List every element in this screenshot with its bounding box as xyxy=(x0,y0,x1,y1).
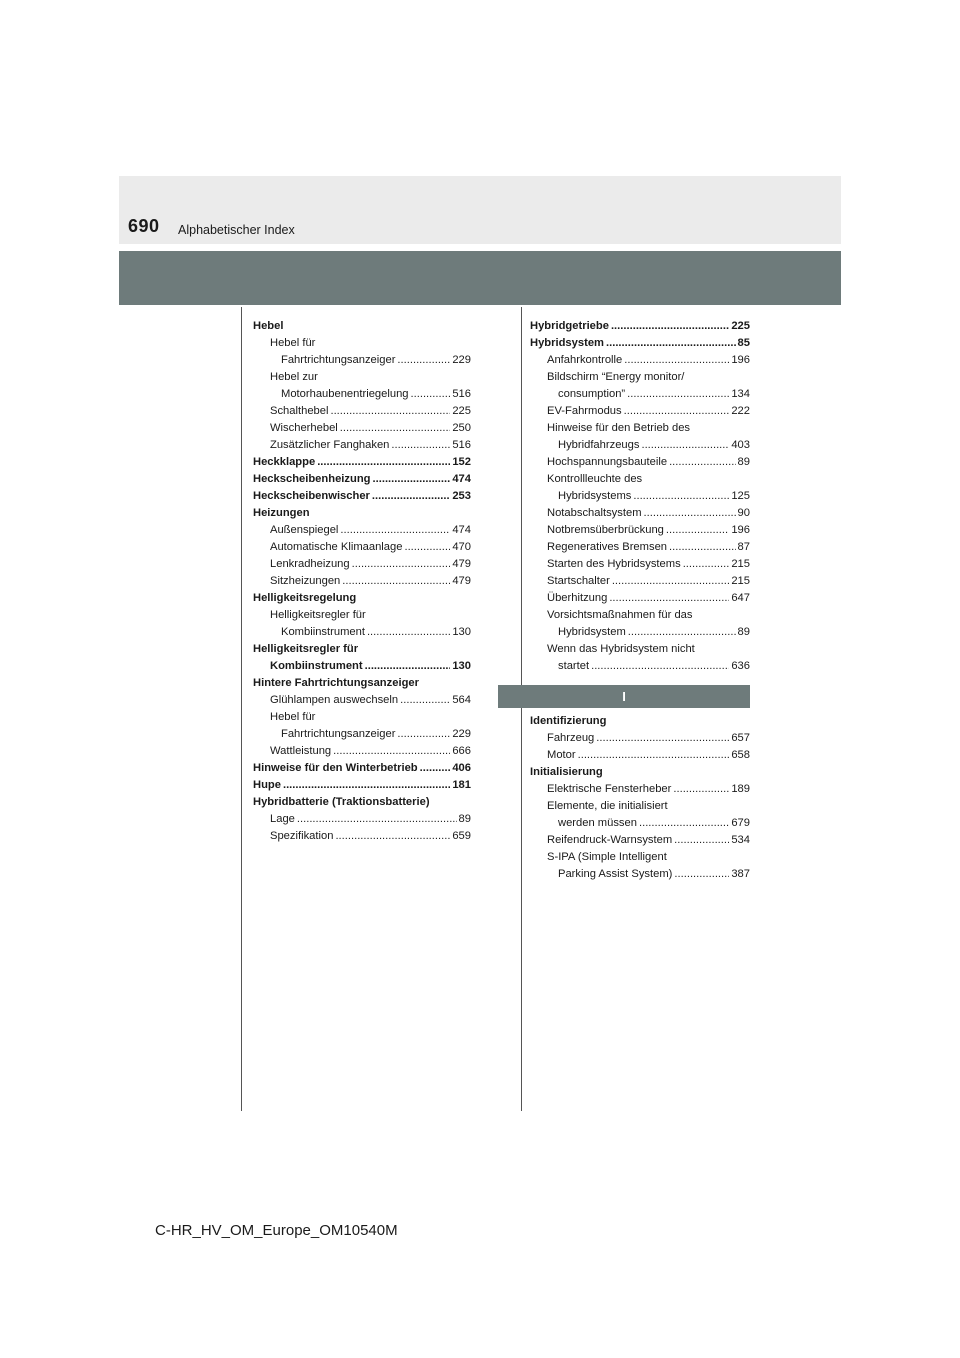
dot-leader xyxy=(627,386,729,403)
dot-leader xyxy=(283,777,450,794)
index-term: Lenkradheizung xyxy=(270,558,350,570)
index-entry xyxy=(253,675,471,692)
index-term: Helligkeitsregler für xyxy=(270,609,366,621)
dot-leader xyxy=(666,522,729,539)
page-reference: 679 xyxy=(731,817,750,829)
index-entry xyxy=(253,811,471,828)
dot-leader xyxy=(317,454,450,471)
dot-leader xyxy=(342,573,450,590)
index-entry xyxy=(530,641,750,658)
index-entry xyxy=(253,794,471,811)
dot-leader xyxy=(411,386,451,403)
page-reference: 152 xyxy=(452,456,471,468)
index-term: Hybridsystem xyxy=(558,626,626,638)
section-title: Alphabetischer Index xyxy=(178,223,295,237)
index-entry xyxy=(253,318,471,335)
index-entry xyxy=(253,420,471,437)
index-entry xyxy=(253,454,471,471)
index-term: Hybridsystems xyxy=(558,490,632,502)
dot-leader xyxy=(330,403,450,420)
dot-leader xyxy=(340,522,450,539)
index-entry xyxy=(530,849,750,866)
index-entry xyxy=(253,556,471,573)
index-entry xyxy=(253,692,471,709)
index-term: Hebel für xyxy=(270,337,316,349)
index-entry xyxy=(530,866,750,883)
page-reference: 403 xyxy=(731,439,750,451)
index-term: Notbremsüberbrückung xyxy=(547,524,664,536)
index-term: EV-Fahrmodus xyxy=(547,405,622,417)
dot-leader xyxy=(391,437,450,454)
index-entry xyxy=(253,760,471,777)
index-term: Hybridsystem xyxy=(530,337,604,349)
index-term: Heckscheibenheizung xyxy=(253,473,371,485)
index-entry xyxy=(530,471,750,488)
index-term: Fahrtrichtungsanzeiger xyxy=(281,728,396,740)
page-reference: 516 xyxy=(452,439,471,451)
page-reference: 89 xyxy=(737,456,750,468)
index-term: Motor xyxy=(547,749,576,761)
dot-leader xyxy=(624,403,730,420)
index-term: Vorsichtsmaßnahmen für das xyxy=(547,609,693,621)
index-entry xyxy=(530,369,750,386)
index-entry xyxy=(253,743,471,760)
index-term: Hinweise für den Winterbetrieb xyxy=(253,762,418,774)
index-entry xyxy=(530,437,750,454)
index-entry xyxy=(530,352,750,369)
index-entry xyxy=(253,437,471,454)
index-letter-heading: I xyxy=(498,685,750,708)
dot-leader xyxy=(365,658,451,675)
dot-leader xyxy=(612,573,730,590)
index-entry xyxy=(253,726,471,743)
page-reference: 253 xyxy=(452,490,471,502)
index-term: Notabschaltsystem xyxy=(547,507,642,519)
index-term: Hybridgetriebe xyxy=(530,320,609,332)
dot-leader xyxy=(644,505,736,522)
index-entry xyxy=(530,590,750,607)
left-column-rule xyxy=(241,307,242,1111)
index-term: Initialisierung xyxy=(530,766,603,778)
page-reference: 85 xyxy=(737,337,750,349)
dot-leader xyxy=(633,488,729,505)
index-term: startet xyxy=(558,660,590,672)
index-entry xyxy=(253,505,471,522)
index-term: Heckklappe xyxy=(253,456,316,468)
page-reference: 225 xyxy=(452,405,471,417)
index-term: Außenspiegel xyxy=(270,524,339,536)
dot-leader xyxy=(373,471,451,488)
index-term: Zusätzlicher Fanghaken xyxy=(270,439,390,451)
dot-leader xyxy=(669,454,735,471)
page-reference: 636 xyxy=(731,660,750,672)
page-number: 690 xyxy=(128,216,160,236)
index-term: Wischerhebel xyxy=(270,422,338,434)
index-entry xyxy=(253,658,471,675)
page-reference: 474 xyxy=(452,524,471,536)
index-term: werden müssen xyxy=(558,817,637,829)
dot-leader xyxy=(628,624,736,641)
dot-leader xyxy=(420,760,451,777)
index-entry xyxy=(253,828,471,845)
dot-leader xyxy=(611,318,729,335)
index-term: Regeneratives Bremsen xyxy=(547,541,668,553)
index-term: Parking Assist System) xyxy=(558,868,673,880)
header-dark-bar xyxy=(119,251,841,305)
index-entry xyxy=(530,713,750,730)
index-entry xyxy=(530,764,750,781)
index-entry xyxy=(530,539,750,556)
index-entry xyxy=(530,556,750,573)
index-entry xyxy=(253,403,471,420)
dot-leader xyxy=(606,335,736,352)
index-term: Hybridfahrzeugs xyxy=(558,439,640,451)
index-entry xyxy=(530,798,750,815)
page-reference: 89 xyxy=(458,813,471,825)
index-entry xyxy=(530,781,750,798)
page-reference: 225 xyxy=(731,320,750,332)
dot-leader xyxy=(591,658,729,675)
dot-leader xyxy=(397,352,450,369)
index-term: Helligkeitsregler für xyxy=(253,643,359,655)
dot-leader xyxy=(404,539,450,556)
index-entry xyxy=(530,386,750,403)
page-reference: 134 xyxy=(731,388,750,400)
index-term: consumption” xyxy=(558,388,626,400)
page-reference: 479 xyxy=(452,558,471,570)
index-term: Fahrtrichtungsanzeiger xyxy=(281,354,396,366)
page-reference: 196 xyxy=(731,524,750,536)
index-term: Motorhaubenentriegelung xyxy=(281,388,409,400)
index-term: Lage xyxy=(270,813,295,825)
dot-leader xyxy=(400,692,450,709)
page-reference: 229 xyxy=(452,728,471,740)
page-reference: 215 xyxy=(731,558,750,570)
dot-leader xyxy=(639,815,729,832)
index-entry xyxy=(253,522,471,539)
index-term: Hintere Fahrtrichtungsanzeiger xyxy=(253,677,419,689)
index-term: Glühlampen auswechseln xyxy=(270,694,399,706)
dot-leader xyxy=(669,539,736,556)
index-entry xyxy=(253,641,471,658)
dot-leader xyxy=(596,730,729,747)
index-entry xyxy=(530,658,750,675)
index-entry xyxy=(253,709,471,726)
index-entry xyxy=(530,505,750,522)
index-term: Automatische Klimaanlage xyxy=(270,541,403,553)
dot-leader xyxy=(578,747,730,764)
index-term: Hebel zur xyxy=(270,371,318,383)
index-term: Hinweise für den Betrieb des xyxy=(547,422,691,434)
dot-leader xyxy=(683,556,730,573)
dot-leader xyxy=(609,590,729,607)
index-entry xyxy=(253,335,471,352)
index-entry xyxy=(253,488,471,505)
index-term: Hybridbatterie (Traktionsbatterie) xyxy=(253,796,430,808)
index-entry xyxy=(530,624,750,641)
index-entry xyxy=(530,318,750,335)
index-term: Hochspannungsbauteile xyxy=(547,456,668,468)
page-reference: 87 xyxy=(737,541,750,553)
dot-leader xyxy=(333,743,450,760)
dot-leader xyxy=(674,832,729,849)
index-term: Hebel xyxy=(253,320,284,332)
index-column-right xyxy=(530,318,750,883)
page-reference: 196 xyxy=(731,354,750,366)
index-entry xyxy=(530,607,750,624)
page-reference: 181 xyxy=(452,779,471,791)
index-term: Kontrollleuchte des xyxy=(547,473,643,485)
dot-leader xyxy=(335,828,450,845)
index-term: Kombiinstrument xyxy=(281,626,365,638)
index-term: Bildschirm “Energy monitor/ xyxy=(547,371,685,383)
page-reference: 215 xyxy=(731,575,750,587)
page-reference: 474 xyxy=(452,473,471,485)
page-reference: 658 xyxy=(731,749,750,761)
index-entry xyxy=(530,454,750,471)
dot-leader xyxy=(397,726,450,743)
index-term: Wenn das Hybridsystem nicht xyxy=(547,643,695,655)
page-reference: 387 xyxy=(731,868,750,880)
page-reference: 564 xyxy=(452,694,471,706)
page-reference: 406 xyxy=(452,762,471,774)
index-entry xyxy=(530,522,750,539)
index-term: Spezifikation xyxy=(270,830,334,842)
index-term: Helligkeitsregelung xyxy=(253,592,357,604)
middle-column-rule xyxy=(521,307,522,1111)
index-entry xyxy=(530,832,750,849)
index-term: Heckscheibenwischer xyxy=(253,490,370,502)
index-entry xyxy=(253,777,471,794)
page-reference: 89 xyxy=(737,626,750,638)
index-term: Überhitzung xyxy=(547,592,608,604)
index-term: Fahrzeug xyxy=(547,732,595,744)
index-entry xyxy=(530,730,750,747)
index-entry xyxy=(530,747,750,764)
index-entry xyxy=(253,369,471,386)
page-reference: 222 xyxy=(731,405,750,417)
page-reference: 189 xyxy=(731,783,750,795)
dot-leader xyxy=(297,811,457,828)
page-reference: 534 xyxy=(731,834,750,846)
index-term: Anfahrkontrolle xyxy=(547,354,623,366)
index-entry xyxy=(530,488,750,505)
dot-leader xyxy=(367,624,450,641)
page-reference: 250 xyxy=(452,422,471,434)
index-term: Hebel für xyxy=(270,711,316,723)
index-entry xyxy=(253,624,471,641)
page-reference: 229 xyxy=(452,354,471,366)
index-column-left xyxy=(253,318,471,845)
page-reference: 125 xyxy=(731,490,750,502)
index-entry xyxy=(253,573,471,590)
index-term: Startschalter xyxy=(547,575,610,587)
document-id: C-HR_HV_OM_Europe_OM10540M xyxy=(155,1222,398,1239)
index-term: Identifizierung xyxy=(530,715,607,727)
index-term: Wattleistung xyxy=(270,745,332,757)
page-reference: 647 xyxy=(731,592,750,604)
index-term: Hupe xyxy=(253,779,281,791)
dot-leader xyxy=(352,556,451,573)
index-entry xyxy=(530,420,750,437)
index-term: Schalthebel xyxy=(270,405,329,417)
dot-leader xyxy=(372,488,450,505)
index-term: Reifendruck-Warnsystem xyxy=(547,834,673,846)
page-reference: 666 xyxy=(452,745,471,757)
page-reference: 90 xyxy=(737,507,750,519)
index-entry xyxy=(530,403,750,420)
index-entry xyxy=(253,539,471,556)
dot-leader xyxy=(340,420,451,437)
index-term: Elektrische Fensterheber xyxy=(547,783,672,795)
page-reference: 130 xyxy=(452,626,471,638)
page-reference: 657 xyxy=(731,732,750,744)
page-reference: 470 xyxy=(452,541,471,553)
index-entry xyxy=(530,573,750,590)
index-term: S-IPA (Simple Intelligent xyxy=(547,851,667,863)
index-term: Kombiinstrument xyxy=(270,660,363,672)
dot-leader xyxy=(624,352,729,369)
index-term: Sitzheizungen xyxy=(270,575,341,587)
index-term: Starten des Hybridsystems xyxy=(547,558,681,570)
dot-leader xyxy=(641,437,729,454)
index-entry xyxy=(253,607,471,624)
page-reference: 659 xyxy=(452,830,471,842)
index-entry xyxy=(530,335,750,352)
index-term: Elemente, die initialisiert xyxy=(547,800,668,812)
index-entry xyxy=(253,386,471,403)
index-entry xyxy=(530,815,750,832)
index-entry xyxy=(253,590,471,607)
page-reference: 130 xyxy=(452,660,471,672)
page-reference: 479 xyxy=(452,575,471,587)
dot-leader xyxy=(673,781,729,798)
index-term: Heizungen xyxy=(253,507,310,519)
index-entry xyxy=(253,471,471,488)
dot-leader xyxy=(674,866,729,883)
page-reference: 516 xyxy=(452,388,471,400)
index-entry xyxy=(253,352,471,369)
